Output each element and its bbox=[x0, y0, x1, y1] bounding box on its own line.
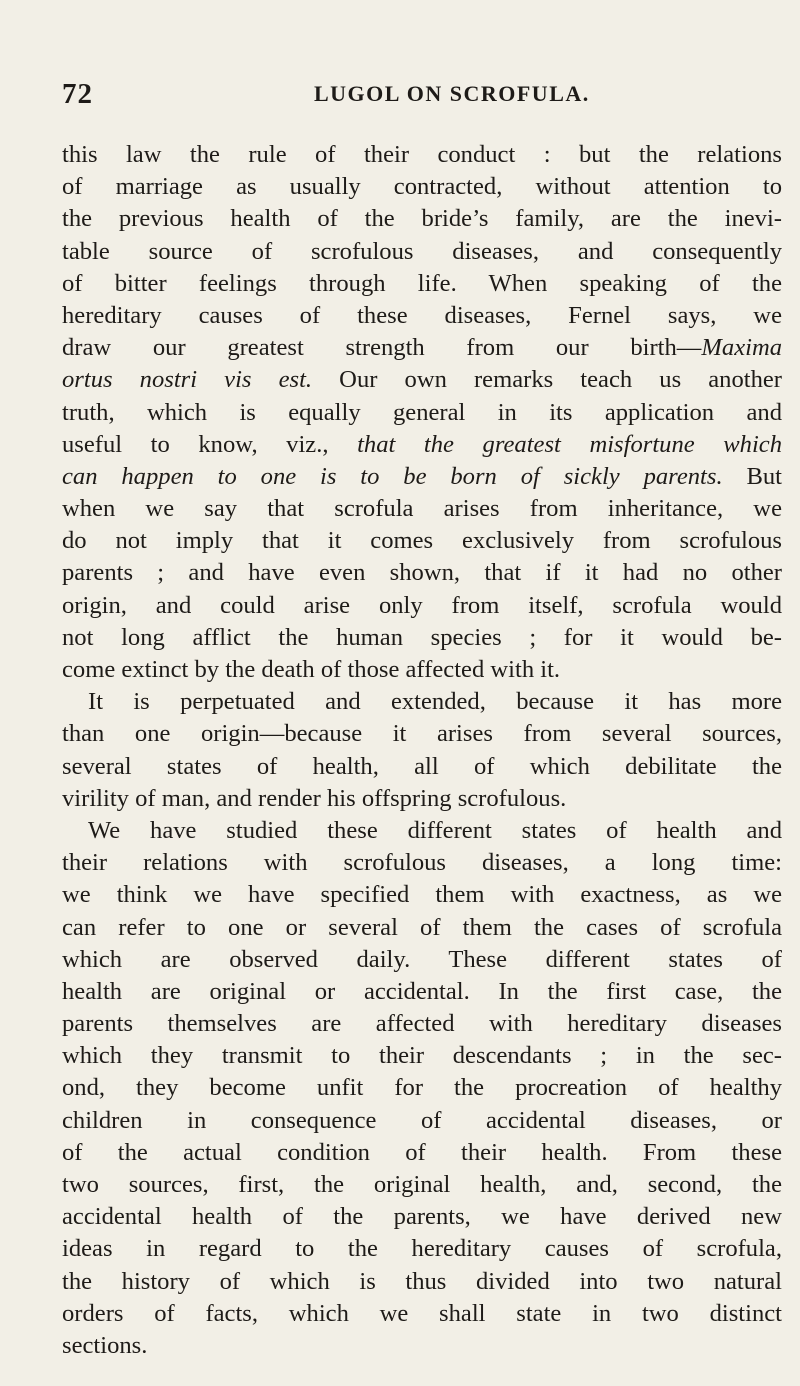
text-segment: table source of scrofulous diseases, and consequently bbox=[62, 237, 782, 265]
text-line bbox=[62, 236, 782, 268]
text-segment: two sources, first, the original health, and, second, the bbox=[62, 1171, 782, 1198]
text-segment: hereditary causes of these diseases, Fernel says, we bbox=[62, 301, 782, 329]
text-line bbox=[62, 590, 782, 622]
text-segment: accidental health of the parents, we have derived new bbox=[62, 1203, 782, 1231]
text-line bbox=[62, 268, 782, 300]
text-line bbox=[62, 364, 782, 396]
italic-phrase: can happen to one is to be born of sickly parents. bbox=[62, 462, 723, 490]
text-segment: of marriage as usually contracted, without attention to bbox=[62, 173, 782, 201]
text-segment: But bbox=[722, 462, 782, 490]
text-segment: several states of health, all of which debilitate the bbox=[62, 752, 782, 780]
text-line bbox=[62, 912, 782, 944]
text-segment: not long afflict the human species ; for it would be- bbox=[62, 623, 782, 651]
text-line bbox=[62, 1072, 782, 1104]
text-line bbox=[62, 557, 782, 589]
running-head bbox=[62, 78, 782, 118]
text-segment: than one origin—because it arises from several sources, bbox=[62, 720, 782, 748]
text-line bbox=[62, 1233, 782, 1265]
text-line bbox=[62, 171, 782, 203]
italic-phrase: that the greatest misfortune which bbox=[357, 430, 782, 458]
text-segment: parents ; and have even shown, that if it had no other bbox=[62, 559, 782, 587]
running-title: LUGOL ON SCROFULA. bbox=[314, 81, 590, 106]
text-line bbox=[62, 1040, 782, 1072]
text-segment: their relations with scrofulous diseases, a long time: bbox=[62, 849, 782, 877]
text-line bbox=[62, 879, 782, 911]
text-line bbox=[62, 1008, 782, 1040]
text-segment: virility of man, and render his offspring scrofulous. bbox=[62, 784, 567, 812]
text-segment: this law the rule of their conduct : but the relations bbox=[62, 141, 782, 168]
text-line bbox=[62, 493, 782, 525]
text-segment: the history of which is thus divided into two natural bbox=[62, 1267, 782, 1295]
text-line bbox=[62, 815, 782, 847]
text-segment: parents themselves are affected with hereditary diseases bbox=[62, 1010, 782, 1038]
text-line bbox=[62, 1105, 782, 1137]
text-line bbox=[62, 654, 782, 686]
text-segment: come extinct by the death of those affected with it. bbox=[62, 656, 561, 683]
text-line bbox=[62, 397, 782, 429]
text-line bbox=[62, 139, 782, 171]
text-line bbox=[62, 1266, 782, 1298]
text-segment: sections. bbox=[62, 1331, 148, 1359]
text-segment: truth, which is equally general in its application and bbox=[62, 398, 782, 426]
text-segment: which are observed daily. These different states of bbox=[62, 945, 782, 973]
text-segment: of the actual condition of their health. From these bbox=[62, 1138, 782, 1166]
text-segment: of bitter feelings through life. When speaking of the bbox=[62, 269, 782, 297]
text-segment: We have studied these different states of health and bbox=[88, 816, 782, 844]
text-line bbox=[62, 718, 782, 750]
text-line bbox=[62, 525, 782, 557]
text-segment: orders of facts, which we shall state in two distinct bbox=[62, 1299, 782, 1327]
text-segment: useful to know, viz., bbox=[62, 430, 358, 458]
text-line bbox=[62, 1330, 782, 1362]
text-segment: It is perpetuated and extended, because it has more bbox=[88, 688, 782, 716]
text-segment: origin, and could arise only from itself, scrofula would bbox=[62, 591, 782, 619]
text-line bbox=[62, 332, 782, 364]
text-segment: the previous health of the bride’s family, are the inevi- bbox=[62, 205, 782, 233]
text-line bbox=[62, 461, 782, 493]
text-segment: do not imply that it comes exclusively from scrofulous bbox=[62, 527, 782, 555]
text-segment: we think we have specified them with exactness, as we bbox=[62, 881, 782, 909]
text-line bbox=[62, 429, 782, 461]
text-segment: Our own remarks teach us another bbox=[312, 366, 782, 394]
body-text bbox=[62, 139, 782, 1362]
text-line bbox=[62, 300, 782, 332]
text-line bbox=[62, 1169, 782, 1201]
text-segment: when we say that scrofula arises from inheritance, we bbox=[62, 495, 782, 523]
page-number: 72 bbox=[62, 78, 93, 110]
text-segment: ideas in regard to the hereditary causes of scrofula, bbox=[62, 1235, 782, 1263]
italic-phrase: ortus nostri vis est. bbox=[62, 366, 313, 394]
text-line bbox=[62, 751, 782, 783]
text-line bbox=[62, 783, 782, 815]
italic-phrase: Maxima bbox=[701, 334, 782, 362]
text-line bbox=[62, 622, 782, 654]
text-segment: which they transmit to their descendants ; in the sec- bbox=[62, 1042, 782, 1070]
text-line bbox=[62, 944, 782, 976]
text-line bbox=[62, 686, 782, 718]
text-line bbox=[62, 1298, 782, 1330]
text-segment: ond, they become unfit for the procreation of healthy bbox=[62, 1074, 782, 1102]
text-line bbox=[62, 203, 782, 235]
text-segment: health are original or accidental. In the first case, the bbox=[62, 977, 782, 1005]
text-segment: draw our greatest strength from our birth— bbox=[62, 334, 702, 362]
text-line bbox=[62, 1201, 782, 1233]
text-line bbox=[62, 1137, 782, 1169]
text-segment: children in consequence of accidental diseases, or bbox=[62, 1106, 782, 1134]
text-line bbox=[62, 847, 782, 879]
text-segment: can refer to one or several of them the cases of scrofula bbox=[62, 913, 782, 941]
text-line bbox=[62, 976, 782, 1008]
